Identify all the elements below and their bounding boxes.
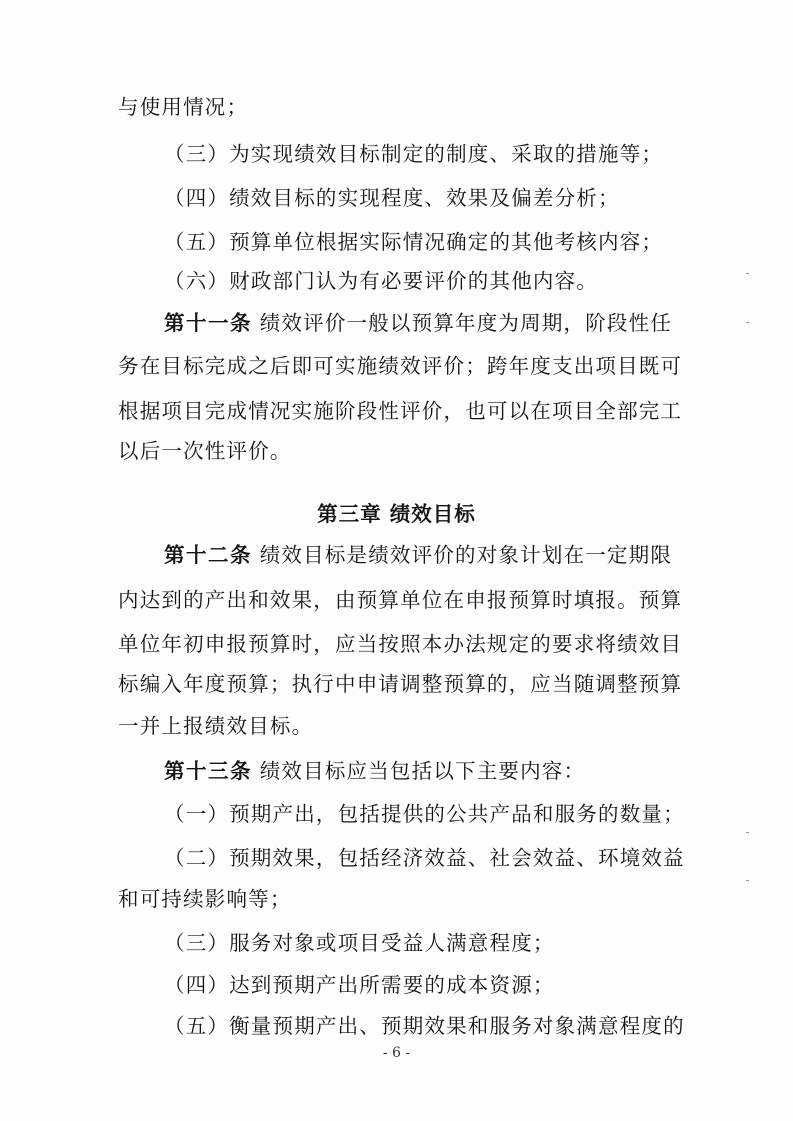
scan-mark: [746, 880, 749, 881]
list-item: （六）财政部门认为有必要评价的其他内容。: [164, 269, 598, 293]
article-12-line: [164, 541, 672, 569]
list-item: （三）服务对象或项目受益人满意程度；: [164, 931, 555, 955]
list-item: （五）衡量预期产出、预期效果和服务对象满意程度的: [164, 1014, 685, 1038]
list-item: （一）预期产出，包括提供的公共产品和服务的数量；: [164, 802, 685, 826]
text-line: 务在目标完成之后即可实施绩效评价；跨年度支出项目既可: [118, 354, 683, 378]
page-number: - 6 -: [382, 1045, 411, 1061]
article-label: 第十二条: [164, 543, 252, 567]
article-text: 绩效目标应当包括以下主要内容：: [259, 759, 586, 783]
scan-mark: [746, 832, 749, 833]
list-item: （五）预算单位根据实际情况确定的其他考核内容；: [164, 230, 664, 254]
text-line: 内达到的产出和效果，由预算单位在申报预算时填报。预算: [118, 588, 683, 612]
article-text: 绩效目标是绩效评价的对象计划在一定期限: [259, 543, 673, 567]
text-line: 标编入年度预算；执行中申请调整预算的，应当随调整预算: [118, 672, 683, 696]
list-item: （四）达到预期产出所需要的成本资源；: [164, 973, 555, 997]
article-text: 绩效评价一般以预算年度为周期，阶段性任: [259, 311, 673, 335]
scan-mark: [746, 273, 749, 274]
list-item: （四）绩效目标的实现程度、效果及偏差分析；: [164, 186, 620, 210]
article-11-line: [164, 309, 672, 337]
chapter-title: 第三章 绩效目标: [317, 502, 476, 526]
article-13-line: [164, 757, 585, 785]
text-line: 根据项目完成情况实施阶段性评价，也可以在项目全部完工: [118, 399, 683, 423]
list-item: （三）为实现绩效目标制定的制度、采取的措施等；: [164, 142, 664, 166]
text-line: 和可持续影响等；: [118, 887, 292, 911]
list-item: （二）预期效果，包括经济效益、社会效益、环境效益: [164, 846, 685, 870]
text-line: 与使用情况；: [118, 95, 249, 119]
text-line: 单位年初申报预算时，应当按照本办法规定的要求将绩效目: [118, 632, 683, 656]
article-label: 第十一条: [164, 311, 252, 335]
text-line: 以后一次性评价。: [118, 439, 292, 463]
scan-mark: [746, 322, 749, 323]
article-label: 第十三条: [164, 759, 252, 783]
text-line: 一并上报绩效目标。: [118, 714, 314, 738]
